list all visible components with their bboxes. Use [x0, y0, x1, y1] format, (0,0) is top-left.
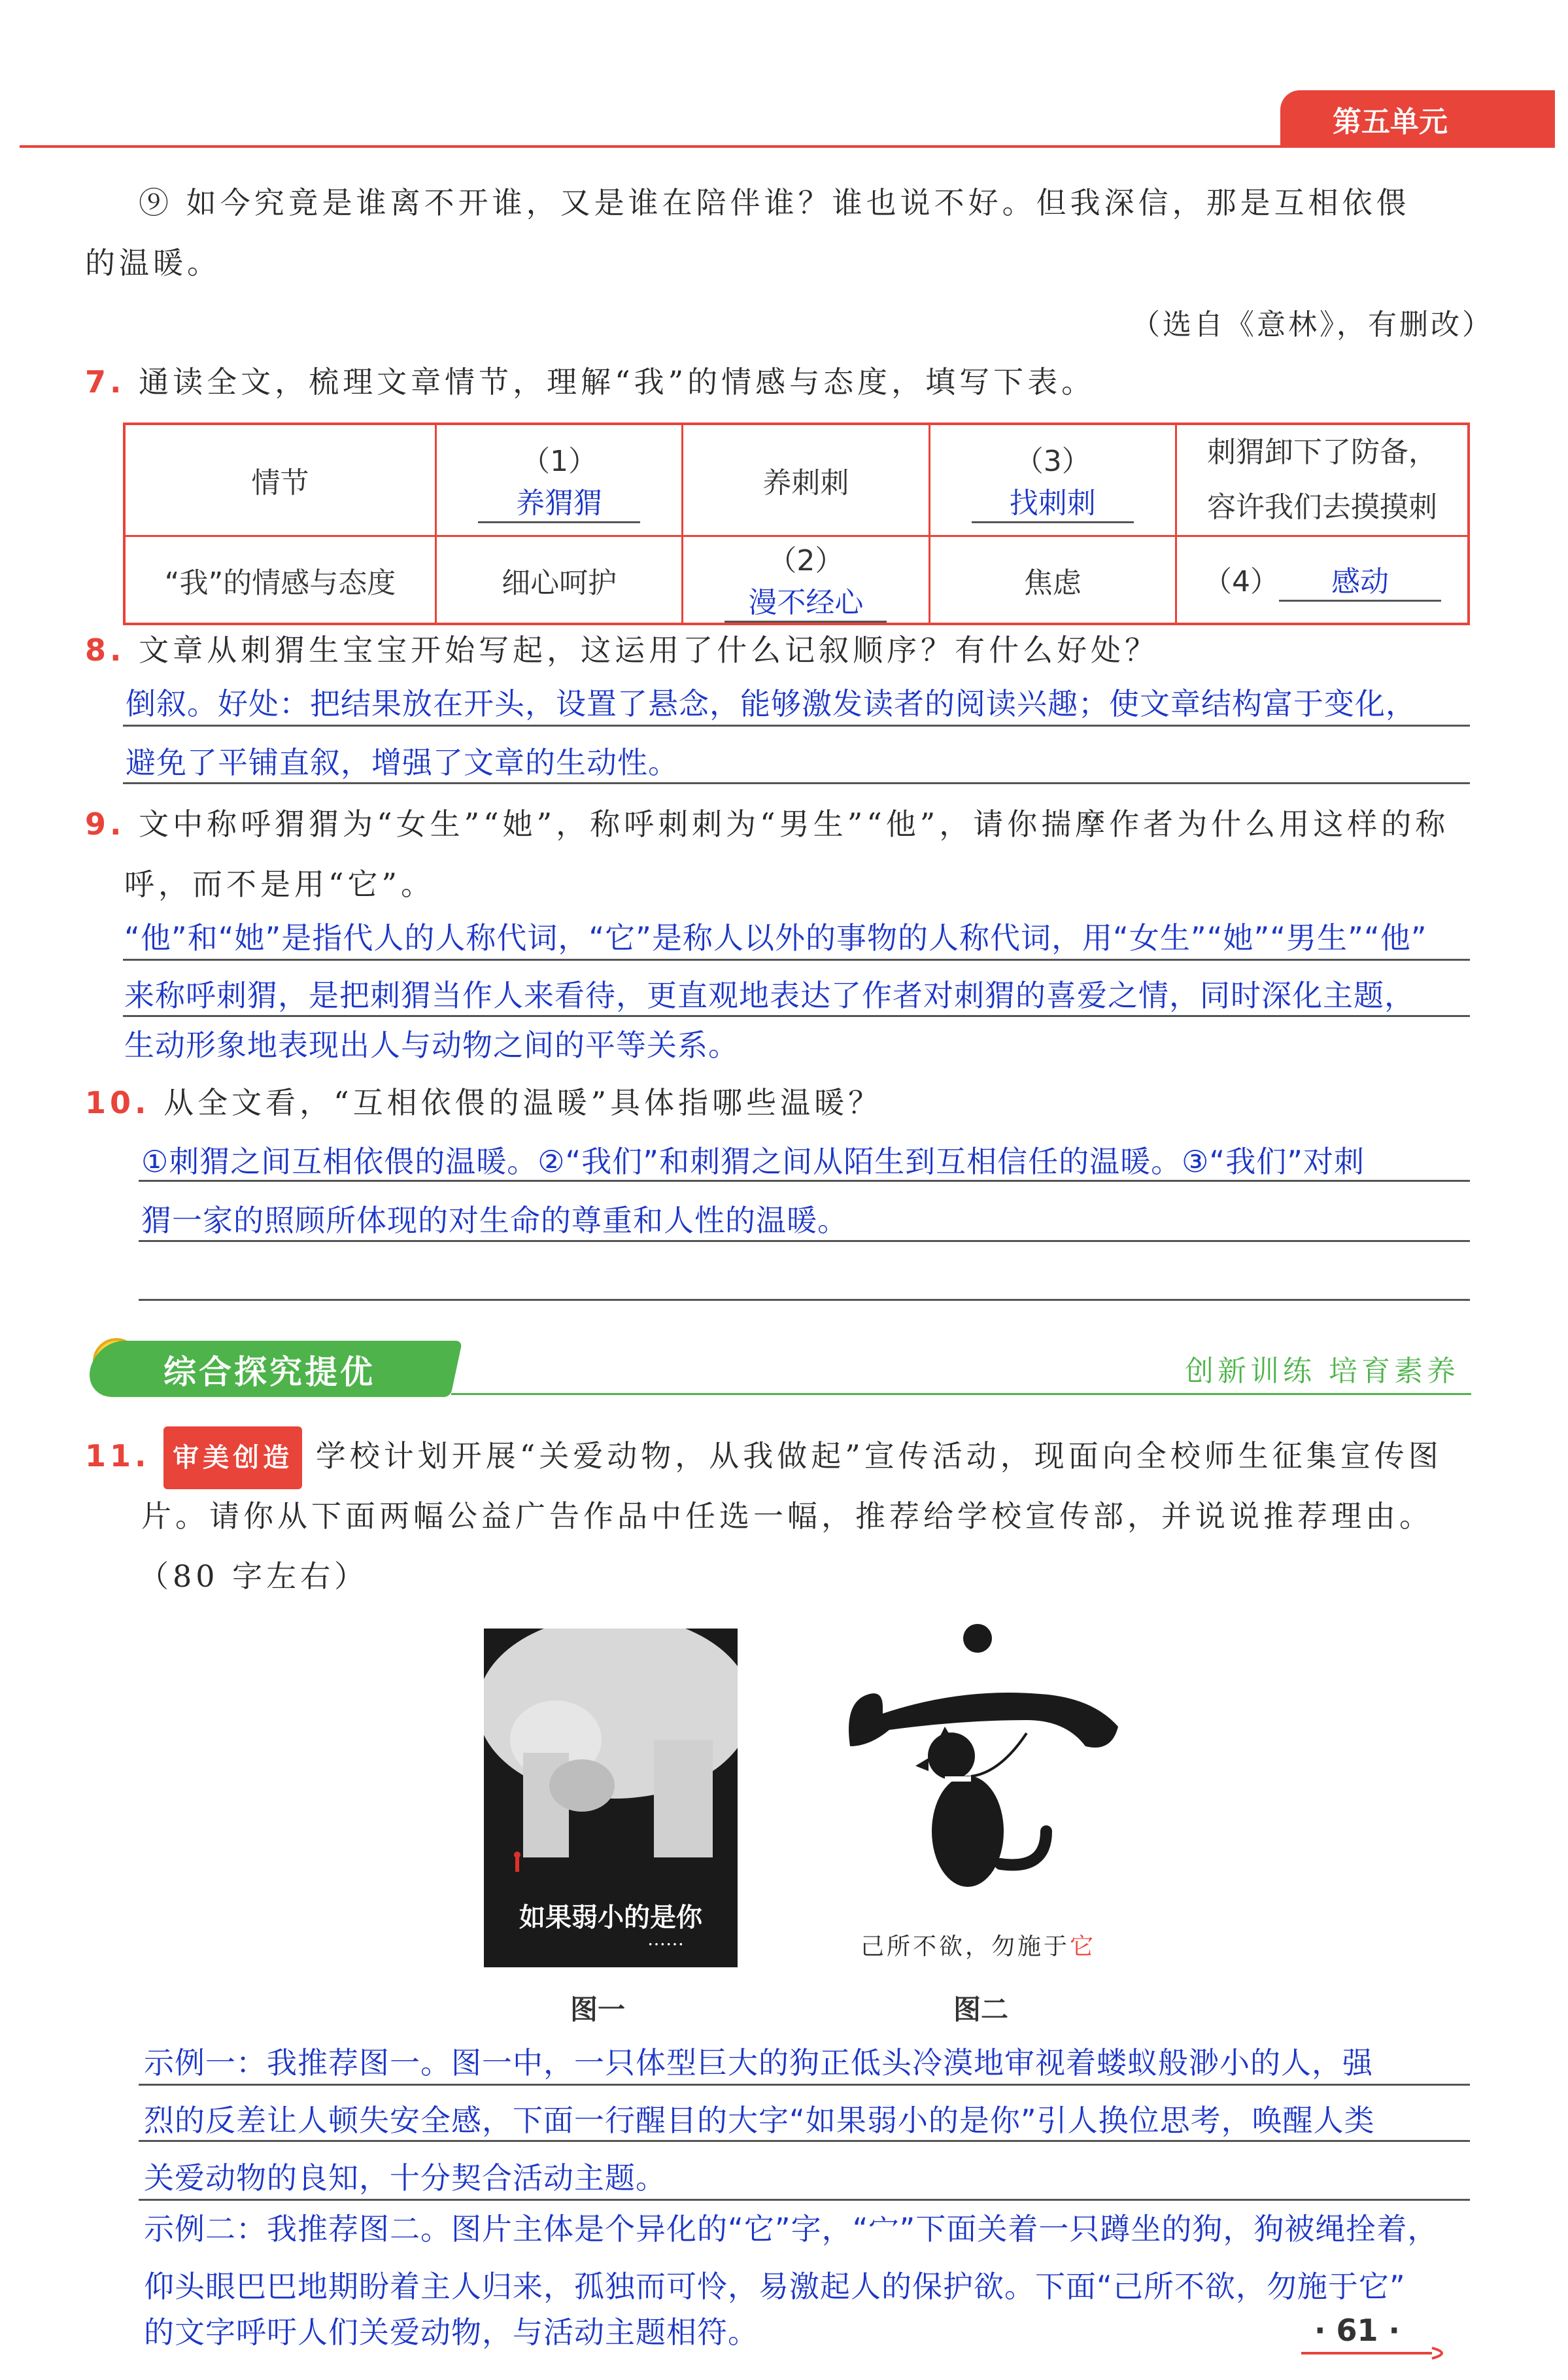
section-title: 综合探究提优	[163, 1353, 375, 1391]
q11-answer-4: 示例二：我推荐图二。图片主体是个异化的“它”字，“宀”下面关着一只蹲坐的狗，狗被绳拴着，	[144, 2211, 1439, 2247]
cell-r2-1: 细心呵护	[435, 536, 682, 625]
q9-answer-1: “他”和“她”是指代人的人称代词，“它”是称人以外的事物的人称代词，用“女生”“她”“男生”“他”	[124, 920, 1427, 956]
para9-line1: ⑨ 如今究竟是谁离不开谁，又是谁在陪伴谁？谁也说不好。但我深信，那是互相依偎	[139, 185, 1410, 220]
ta-character-dog	[830, 1615, 1144, 1890]
q10-answer-1: ①刺猬之间互相依偎的温暖。②“我们”和刺猬之间从陌生到互相信任的温暖。③“我们”对刺	[141, 1144, 1365, 1179]
q9-answer-3: 生动形象地表现出人与动物之间的平等关系。	[124, 1027, 739, 1063]
page-number: · 61 ·	[1314, 2313, 1400, 2348]
answer-1: 养猬猬	[478, 479, 640, 523]
cell-r2-2: （2）漫不经心	[683, 536, 929, 625]
q10-prompt	[85, 1073, 882, 1133]
figure-2-caption: 图二	[953, 1993, 1009, 2026]
unit-title: 第五单元	[1333, 105, 1448, 139]
q10-number: 10.	[85, 1085, 150, 1120]
answer-line	[139, 1180, 1470, 1182]
plot-table	[123, 423, 1470, 625]
row1-label: 情节	[124, 424, 435, 536]
q7-number: 7.	[85, 364, 126, 400]
q11-answer-3: 关爱动物的良知，十分契合活动主题。	[144, 2160, 666, 2196]
answer-3: 找刺刺	[972, 479, 1134, 523]
q9-answer-2: 来称呼刺猬，是把刺猬当作人来看待，更直观地表达了作者对刺猬的喜爱之情，同时深化主题，	[124, 978, 1415, 1013]
cell-1: （1）养猬猬	[435, 424, 682, 536]
cell-2: 养刺刺	[683, 424, 929, 536]
cell-4: 刺猬卸下了防备， 容许我们去摸摸刺	[1176, 424, 1469, 536]
answer-line	[139, 2084, 1470, 2086]
cell-r2-3: 焦虑	[929, 536, 1176, 625]
q8-prompt	[85, 620, 1159, 680]
q11-prompt-1	[85, 1426, 1442, 1489]
q11-prompt-3: （80 字左右）	[139, 1559, 369, 1594]
q11-number: 11.	[85, 1438, 150, 1474]
q8-answer-1: 倒叙。好处：把结果放在开头，设置了悬念，能够激发读者的阅读兴趣；使文章结构富于变化，	[126, 686, 1416, 721]
answer-line	[139, 2199, 1470, 2201]
unit-tab	[1280, 90, 1555, 148]
answer-line	[123, 959, 1470, 961]
source-note: （选自《意林》，有删改）	[1131, 308, 1493, 341]
q7-prompt	[85, 352, 1095, 412]
answer-line	[139, 1240, 1470, 1242]
page-arrow-icon	[1301, 2347, 1458, 2360]
q11-answer-1: 示例一：我推荐图一。图一中，一只体型巨大的狗正低头冷漠地审视着蝼蚁般渺小的人，强	[144, 2045, 1373, 2080]
q11-text-1: 学校计划开展“关爱动物，从我做起”宣传活动，现面向全校师生征集宣传图	[315, 1438, 1442, 1474]
para9-line2: 的温暖。	[85, 245, 221, 281]
answer-line	[139, 1299, 1470, 1301]
poster2-caption: 己所不欲，勿施于它	[861, 1933, 1097, 1960]
row2-label: “我”的情感与态度	[124, 536, 435, 625]
q9-number: 9.	[85, 806, 126, 842]
q11-answer-5: 仰头眼巴巴地期盼着主人归来，孤独而可怜，易激起人的保护欲。下面“己所不欲，勿施于它”	[144, 2269, 1406, 2304]
answer-line	[123, 1015, 1470, 1017]
q11-answer-2: 烈的反差让人顿失安全感，下面一行醒目的大字“如果弱小的是你”引人换位思考，唤醒人类	[144, 2103, 1375, 2138]
q11-prompt-2: 片。请你从下面两幅公益广告作品中任选一幅，推荐给学校宣传部，并说说推荐理由。	[141, 1498, 1433, 1534]
answer-2: 漫不经心	[724, 579, 887, 623]
q9-text-1: 文中称呼猬猬为“女生”“她”，称呼刺刺为“男生”“他”，请你揣摩作者为什么用这样的称	[139, 806, 1450, 842]
q10-answer-2: 猬一家的照顾所体现的对生命的尊重和人性的温暖。	[141, 1203, 848, 1238]
skill-tag: 审美创造	[163, 1426, 302, 1489]
answer-line	[123, 725, 1470, 727]
section-slogan: 创新训练 培育素养	[1185, 1354, 1459, 1388]
poster1-slogan: 如果弱小的是你	[519, 1903, 702, 1933]
q10-text: 从全文看，“互相依偎的温暖”具体指哪些温暖？	[163, 1085, 883, 1120]
q9-prompt-1	[85, 794, 1449, 854]
q8-number: 8.	[85, 632, 126, 668]
poster-image-2	[830, 1615, 1144, 1890]
cell-3: （3）找刺刺	[929, 424, 1176, 536]
q8-text: 文章从刺猬生宝宝开始写起，这运用了什么记叙顺序？有什么好处？	[139, 632, 1159, 668]
section-rule	[451, 1393, 1471, 1395]
cell-r2-4: （4） 感动	[1176, 536, 1469, 625]
q9-prompt-2: 呼，而不是用“它”。	[124, 867, 435, 902]
answer-line	[123, 782, 1470, 784]
q11-answer-6: 的文字呼吁人们关爱动物，与活动主题相符。	[144, 2315, 758, 2350]
q8-answer-2: 避免了平铺直叙，增强了文章的生动性。	[126, 745, 679, 780]
poster1-dots: ……	[647, 1928, 684, 1950]
q7-text: 通读全文，梳理文章情节，理解“我”的情感与态度，填写下表。	[139, 364, 1096, 400]
answer-4: 感动	[1279, 558, 1441, 602]
answer-line	[139, 2140, 1470, 2142]
figure-1-caption: 图一	[570, 1993, 626, 2026]
poster-image-1	[484, 1629, 738, 1967]
